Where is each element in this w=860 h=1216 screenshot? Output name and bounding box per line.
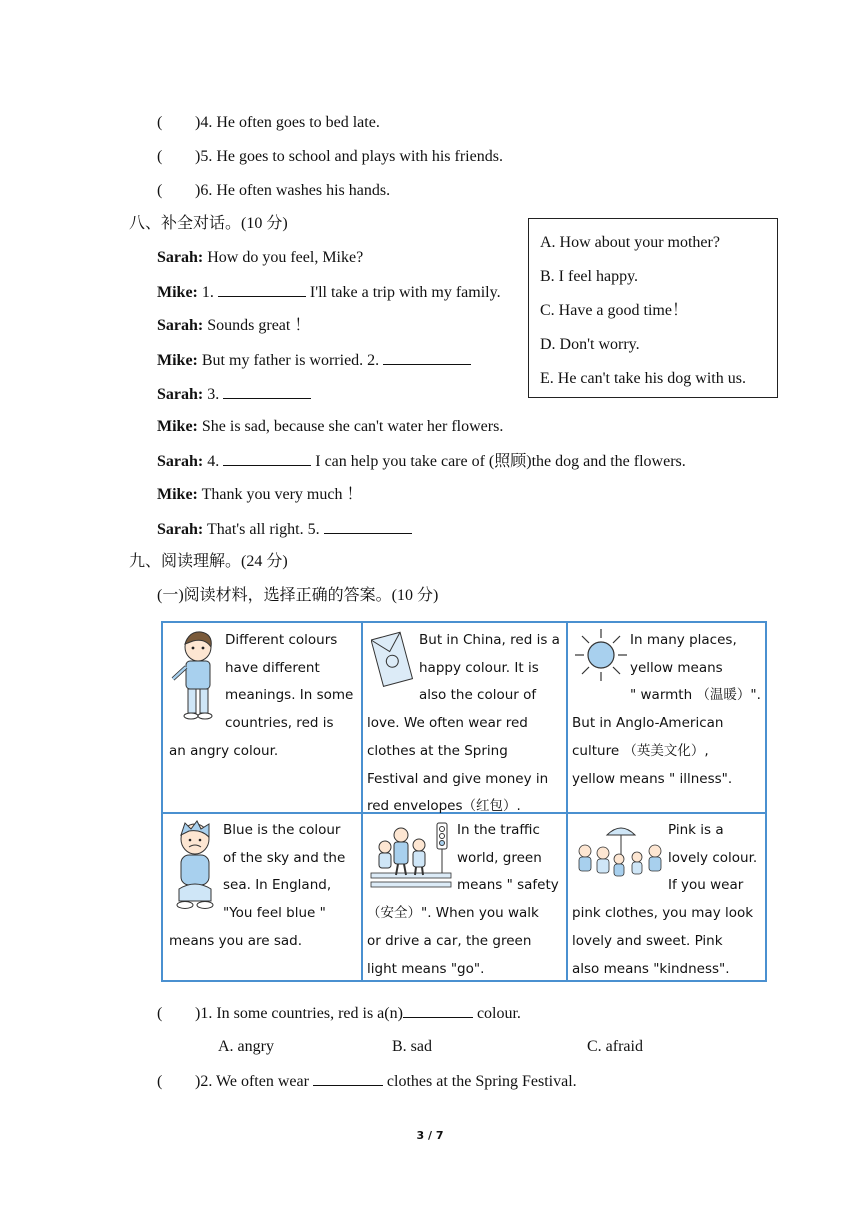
dialogue-line-3: Sarah: Sounds great ！ xyxy=(157,317,311,334)
q1-choice-c[interactable]: C. afraid xyxy=(587,1038,643,1055)
card-blue-text: Blue is the colour of the sky and the sea. In England, "You feel blue " means you are sad. xyxy=(169,822,346,949)
option-b: B. I feel happy. xyxy=(540,268,639,285)
question-2-blank[interactable] xyxy=(313,1071,383,1086)
option-a: A. How about your mother? xyxy=(540,234,720,251)
dialogue-line-9: Sarah: That's all right. 5. xyxy=(157,519,412,540)
options-box xyxy=(528,218,778,398)
reading-material-grid xyxy=(161,621,767,982)
answer-blank-1[interactable] xyxy=(218,282,306,297)
option-d: D. Don't worry. xyxy=(540,336,640,353)
card-green-text: In the traffic world, green means " safety （安全）". When you walk or drive a car, the green light means "go". xyxy=(367,822,559,977)
judge-item-4: ( )4. He often goes to bed late. xyxy=(157,114,380,131)
dialogue-line-6: Mike: She is sad, because she can't water her flowers. xyxy=(157,418,504,435)
dialogue-line-4: Mike: But my father is worried. 2. xyxy=(157,350,471,371)
card-red-china-text: But in China, red is a happy colour. It is also the colour of love. We often wear red clothes at the Spring Festival and give money in red envelopes（红包）. xyxy=(367,632,560,815)
option-e: E. He can't take his dog with us. xyxy=(540,370,746,387)
card-red-angry-text: Different colours have different meanings. In some countries, red is an angry colour. xyxy=(169,632,354,759)
dialogue-line-2: Mike: 1. I'll take a trip with my family. xyxy=(157,284,501,301)
judge-item-6: ( )6. He often washes his hands. xyxy=(157,182,391,199)
q1-choice-b[interactable]: B. sad xyxy=(392,1038,432,1055)
dialogue-line-8: Mike: Thank you very much ！ xyxy=(157,486,363,503)
answer-blank-5[interactable] xyxy=(324,519,412,534)
question-1-blank[interactable] xyxy=(403,1003,473,1018)
section8-heading: 八、补全对话。(10 分) xyxy=(129,215,288,232)
section9-heading: 九、阅读理解。(24 分) xyxy=(129,553,288,570)
q1-choice-a[interactable]: A. angry xyxy=(218,1038,274,1055)
answer-blank-3[interactable] xyxy=(223,384,311,399)
dialogue-line-1: Sarah: How do you feel, Mike? xyxy=(157,249,364,266)
card-yellow-text: In many places, yellow means " warmth （温暖）". But in Anglo-American culture （英美文化）, yellow means " illness". xyxy=(572,632,761,787)
question-1: ( )1. In some countries, red is a(n) colour. xyxy=(157,1005,521,1022)
question-2: ( )2. We often wear clothes at the Spring Festival. xyxy=(157,1073,577,1090)
judge-item-5: ( )5. He goes to school and plays with his friends. xyxy=(157,148,503,165)
option-c: C. Have a good time！ xyxy=(540,302,688,319)
section9-sub-heading: (一)阅读材料，选择正确的答案。(10 分) xyxy=(157,587,439,604)
answer-blank-2[interactable] xyxy=(383,350,471,365)
answer-blank-4[interactable] xyxy=(223,451,311,466)
dialogue-line-7: Sarah: 4. I can help you take care of (照顾)the dog and the flowers. xyxy=(157,453,686,470)
card-pink-text: Pink is a lovely colour. If you wear pink clothes, you may look lovely and sweet. Pink also means "kindness". xyxy=(572,822,758,977)
page-number: 3 / 7 xyxy=(416,1129,444,1142)
dialogue-line-5: Sarah: 3. xyxy=(157,384,311,405)
